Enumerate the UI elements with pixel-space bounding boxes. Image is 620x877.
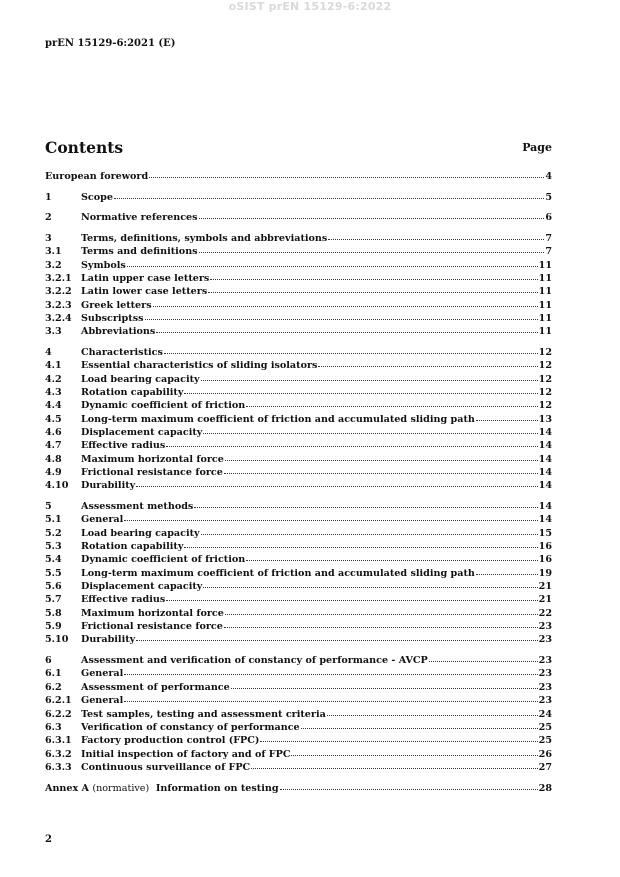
toc-dot-leader	[184, 385, 537, 394]
toc-entry[interactable]	[45, 500, 552, 513]
toc-entry[interactable]	[45, 761, 552, 774]
toc-entry[interactable]	[45, 312, 552, 325]
toc-entry-number: 3.2.1	[45, 272, 72, 284]
toc-entry-page: 16	[538, 541, 552, 553]
toc-entry[interactable]	[45, 567, 552, 580]
toc-entry-number: 5.7	[45, 594, 62, 606]
toc-dot-leader	[280, 781, 538, 790]
toc-entry[interactable]	[45, 359, 552, 372]
toc-entry[interactable]	[45, 259, 552, 272]
toc-entry-page: 24	[538, 708, 552, 720]
toc-entry-page: 23	[538, 621, 552, 633]
toc-entry-title: Effective radius	[81, 440, 166, 452]
toc-entry-title: European foreword	[45, 171, 149, 182]
toc-entry[interactable]	[45, 694, 552, 707]
toc-entry-page: 21	[538, 594, 552, 606]
toc-entry[interactable]	[45, 386, 552, 399]
toc-entry-title: Assessment of performance	[81, 681, 230, 693]
toc-entry[interactable]	[45, 325, 552, 338]
toc-entry-number: 4.3	[45, 387, 62, 398]
toc-entry-number: 5.1	[45, 514, 62, 526]
toc-dot-leader	[149, 169, 544, 178]
toc-entry-title: Durability	[81, 634, 136, 646]
toc-entry-page: 22	[538, 607, 552, 619]
toc-entry-page: 12	[538, 387, 552, 398]
toc-entry-number: 2	[45, 212, 52, 224]
annex-label: Annex A	[45, 782, 90, 794]
toc-dot-leader	[203, 425, 537, 434]
toc-entry[interactable]	[45, 748, 552, 761]
toc-entry[interactable]	[45, 654, 552, 667]
toc-dot-leader	[224, 619, 538, 628]
toc-entry-title: Frictional resistance force	[81, 621, 223, 633]
toc-dot-leader	[194, 499, 537, 508]
toc-entry-title: Latin lower case letters	[81, 286, 208, 298]
toc-entry-page: 11	[538, 272, 552, 284]
toc-dot-leader	[199, 210, 545, 219]
toc-entry[interactable]	[45, 479, 552, 492]
toc-dot-leader	[201, 372, 538, 381]
toc-entry[interactable]	[45, 540, 552, 553]
toc-entry[interactable]	[45, 593, 552, 606]
toc-entry-title: Rotation capability	[81, 541, 184, 553]
toc-dot-leader	[156, 324, 537, 333]
toc-entry-title: Scope	[81, 191, 113, 203]
toc-entry-page: 14	[538, 480, 552, 492]
toc-entry[interactable]	[45, 373, 552, 386]
toc-entry[interactable]	[45, 346, 552, 359]
toc-entry-number: 5.10	[45, 634, 69, 646]
toc-entry-page: 27	[538, 761, 552, 773]
toc-dot-leader	[231, 680, 538, 689]
toc-entry-page: 11	[538, 299, 552, 311]
toc-entry-title: Terms and definitions	[81, 246, 198, 258]
toc-entry-number: 5.4	[45, 554, 62, 566]
toc-entry-number: 6.1	[45, 668, 62, 680]
toc-entry-page: 23	[538, 695, 552, 707]
toc-entry-page: 14	[538, 440, 552, 452]
toc-entry-title: Latin upper case letters	[81, 272, 210, 284]
toc-entry-title: Dynamic coefficient of friction	[81, 554, 246, 566]
toc-entry-number: 3.2.4	[45, 312, 72, 324]
toc-entry-page: 12	[538, 360, 552, 372]
toc-entry-page: 7	[545, 246, 552, 258]
toc-dot-leader	[210, 271, 537, 280]
toc-entry[interactable]	[45, 607, 552, 620]
toc-entry[interactable]	[45, 211, 552, 224]
toc-dot-leader	[318, 358, 537, 367]
toc-entry[interactable]	[45, 620, 552, 633]
document-id: prEN 15129-6:2021 (E)	[45, 38, 176, 49]
toc-entry-title: Displacement capacity	[81, 427, 203, 439]
toc-entry[interactable]	[45, 667, 552, 680]
toc-entry[interactable]	[45, 439, 552, 452]
toc-dot-leader	[260, 733, 537, 742]
toc-entry-page: 23	[538, 668, 552, 680]
toc-entry[interactable]	[45, 285, 552, 298]
toc-entry-number: 3.2	[45, 259, 62, 271]
toc-entry-title: Essential characteristics of sliding isolators	[81, 360, 318, 372]
toc-entry-number: 6.3.3	[45, 761, 72, 773]
toc-entry-number: 6.3.1	[45, 735, 72, 747]
annex-type: (normative)	[92, 782, 150, 794]
toc-entry-page: 12	[538, 373, 552, 385]
toc-entry-page: 14	[538, 427, 552, 439]
toc-entry-number: 5.8	[45, 607, 62, 619]
annex-title: Information on testing	[155, 782, 279, 794]
toc-entry-title: Long-term maximum coefficient of friction and accumulated sliding path	[81, 567, 475, 579]
toc-entry-page: 6	[545, 212, 552, 224]
toc-dot-leader	[199, 244, 545, 253]
toc-entry-title: Maximum horizontal force	[81, 607, 224, 619]
toc-entry-title: Continuous surveillance of FPC	[81, 761, 251, 773]
toc-entry-title: Effective radius	[81, 594, 166, 606]
toc-dot-leader	[153, 298, 538, 307]
toc-dot-leader	[328, 231, 544, 240]
toc-entry-number: 6.2	[45, 681, 62, 693]
toc-entry-title: Verification of constancy of performance	[81, 721, 300, 733]
toc-entry-title: Subscriptss	[81, 312, 144, 324]
toc-entry-annex[interactable]	[45, 782, 552, 795]
toc-entry-title: Assessment methods	[81, 501, 194, 513]
toc-entry[interactable]	[45, 272, 552, 285]
toc-entry[interactable]	[45, 413, 552, 426]
toc-dot-leader	[184, 539, 537, 548]
toc-dot-leader	[203, 579, 537, 588]
toc-entry[interactable]	[45, 580, 552, 593]
toc-entry[interactable]	[45, 513, 552, 526]
toc-dot-leader	[124, 693, 537, 702]
toc-dot-leader	[136, 478, 537, 487]
toc-dot-leader	[225, 606, 538, 615]
toc-entry-number: 5	[45, 501, 52, 513]
toc-entry-title: Symbols	[81, 259, 126, 271]
toc-entry-number: 3.2.2	[45, 286, 72, 298]
toc-dot-leader	[246, 552, 537, 561]
toc-entry-number: 4.10	[45, 480, 69, 492]
toc-entry-page: 12	[538, 400, 552, 412]
toc-entry-page: 12	[538, 346, 552, 358]
toc-entry[interactable]	[45, 426, 552, 439]
toc-entry-title: Load bearing capacity	[81, 373, 200, 385]
toc-dot-leader	[201, 526, 538, 535]
watermark: oSIST prEN 15129-6:2022	[228, 0, 392, 13]
toc-entry-page: 23	[538, 655, 552, 667]
toc-entry-page: 13	[538, 413, 552, 425]
toc-dot-leader	[224, 465, 538, 474]
toc-dot-leader	[251, 760, 537, 769]
toc-entry-title: Load bearing capacity	[81, 527, 200, 539]
toc-dot-leader	[124, 666, 537, 675]
toc-entry-page: 25	[538, 721, 552, 733]
toc-entry-page: 21	[538, 581, 552, 593]
toc-entry-number: 4.5	[45, 413, 62, 425]
toc-entry-page: 19	[538, 567, 552, 579]
toc-entry-number: 4.4	[45, 400, 62, 412]
toc-entry[interactable]	[45, 553, 552, 566]
toc-dot-leader	[145, 311, 538, 320]
toc-entry-number: 6.2.1	[45, 695, 72, 707]
toc-entry-number: 4.7	[45, 440, 62, 452]
toc-entry-page: 11	[538, 312, 552, 324]
toc-entry-page: 23	[538, 634, 552, 646]
toc-entry[interactable]	[45, 681, 552, 694]
toc-entry-number: 4	[45, 346, 52, 358]
toc-entry-number: 4.2	[45, 373, 62, 385]
toc-dot-leader	[246, 398, 537, 407]
toc-entry-title: Maximum horizontal force	[81, 453, 224, 465]
toc-entry-page: 23	[538, 681, 552, 693]
toc-entry-number: 5.3	[45, 541, 62, 553]
toc-entry-title: General	[81, 668, 124, 680]
toc-entry-title: Factory production control (FPC)	[81, 735, 260, 747]
toc-dot-leader	[164, 345, 538, 354]
annex-page: 28	[538, 782, 552, 794]
toc-dot-leader	[136, 632, 537, 641]
toc-entry-number: 4.9	[45, 467, 62, 479]
toc-entry-page: 7	[545, 232, 552, 244]
toc-entry-page: 26	[538, 748, 552, 760]
toc-entry-number: 5.2	[45, 527, 62, 539]
toc-entry-title: General	[81, 514, 124, 526]
toc-entry-number: 3.3	[45, 326, 62, 338]
toc-entry-page: 14	[538, 453, 552, 465]
toc-entry-title: General	[81, 695, 124, 707]
toc-entry[interactable]	[45, 453, 552, 466]
toc-entry-number: 5.6	[45, 581, 62, 593]
page-number: 2	[45, 834, 52, 845]
toc-entry-number: 3.2.3	[45, 299, 72, 311]
toc-entry-title: Assessment and verification of constancy of performance - AVCP	[81, 655, 428, 667]
toc-entry[interactable]	[45, 245, 552, 258]
toc-entry-title: Terms, definitions, symbols and abbreviations	[81, 232, 328, 244]
toc-entry-number: 1	[45, 191, 52, 203]
toc-entry-number: 3.1	[45, 246, 62, 258]
toc-entry[interactable]	[45, 299, 552, 312]
toc-dot-leader	[166, 592, 537, 601]
toc-entry-page: 11	[538, 326, 552, 338]
toc-entry-title: Rotation capability	[81, 387, 184, 398]
toc-entry[interactable]	[45, 527, 552, 540]
toc-entry-title: Test samples, testing and assessment criteria	[81, 708, 326, 720]
toc-entry-page: 14	[538, 514, 552, 526]
toc-entry-number: 5.9	[45, 621, 62, 633]
toc-dot-leader	[476, 566, 538, 575]
toc-entry-page: 5	[545, 191, 552, 203]
toc-entry[interactable]	[45, 399, 552, 412]
toc-entry-page: 11	[538, 259, 552, 271]
toc-entry-title: Greek letters	[81, 299, 152, 311]
toc-entry-title: Abbreviations	[81, 326, 156, 338]
toc-entry[interactable]	[45, 721, 552, 734]
toc-entry[interactable]	[45, 232, 552, 245]
toc-dot-leader	[291, 747, 537, 756]
toc-entry-page: 14	[538, 467, 552, 479]
toc-entry-number: 4.8	[45, 453, 62, 465]
toc-dot-leader	[225, 452, 538, 461]
toc-entry-page: 4	[545, 171, 552, 182]
toc-entry-title: Characteristics	[81, 346, 163, 358]
toc-dot-leader	[476, 412, 538, 421]
toc-entry-number: 6.3.2	[45, 748, 72, 760]
toc-entry-page: 11	[538, 286, 552, 298]
toc-entry-page: 14	[538, 501, 552, 513]
toc-entry-number: 6.3	[45, 721, 62, 733]
toc-entry-number: 6	[45, 655, 52, 667]
toc-entry-page: 16	[538, 554, 552, 566]
toc-entry[interactable]	[45, 734, 552, 747]
toc-entry-number: 5.5	[45, 567, 62, 579]
toc-entry[interactable]	[45, 466, 552, 479]
toc-entry[interactable]	[45, 191, 552, 204]
toc-entry-page: 25	[538, 735, 552, 747]
toc-entry-title: Displacement capacity	[81, 581, 203, 593]
toc-dot-leader	[124, 512, 537, 521]
toc-dot-leader	[127, 258, 538, 267]
toc-entry-title: Durability	[81, 480, 136, 492]
table-of-contents	[45, 170, 552, 795]
toc-entry-number: 6.2.2	[45, 708, 72, 720]
toc-entry-number: 4.1	[45, 360, 62, 372]
toc-entry-title: Normative references	[81, 212, 198, 224]
toc-dot-leader	[429, 653, 538, 662]
toc-entry[interactable]	[45, 708, 552, 721]
toc-entry-page: 15	[538, 527, 552, 539]
page-column-label: Page	[522, 141, 552, 154]
contents-title: Contents	[45, 138, 124, 157]
toc-dot-leader	[166, 438, 537, 447]
toc-dot-leader	[114, 190, 544, 199]
toc-entry-number: 3	[45, 232, 52, 244]
toc-entry-number: 4.6	[45, 427, 62, 439]
toc-entry-title: Initial inspection of factory and of FPC	[81, 748, 291, 760]
toc-entry[interactable]	[45, 170, 552, 183]
toc-entry-title: Long-term maximum coefficient of friction and accumulated sliding path	[81, 413, 475, 425]
toc-dot-leader	[327, 707, 538, 716]
toc-entry-title: Dynamic coefficient of friction	[81, 400, 246, 412]
toc-entry-title: Frictional resistance force	[81, 467, 223, 479]
toc-entry[interactable]	[45, 633, 552, 646]
toc-dot-leader	[208, 284, 537, 293]
toc-dot-leader	[301, 720, 538, 729]
